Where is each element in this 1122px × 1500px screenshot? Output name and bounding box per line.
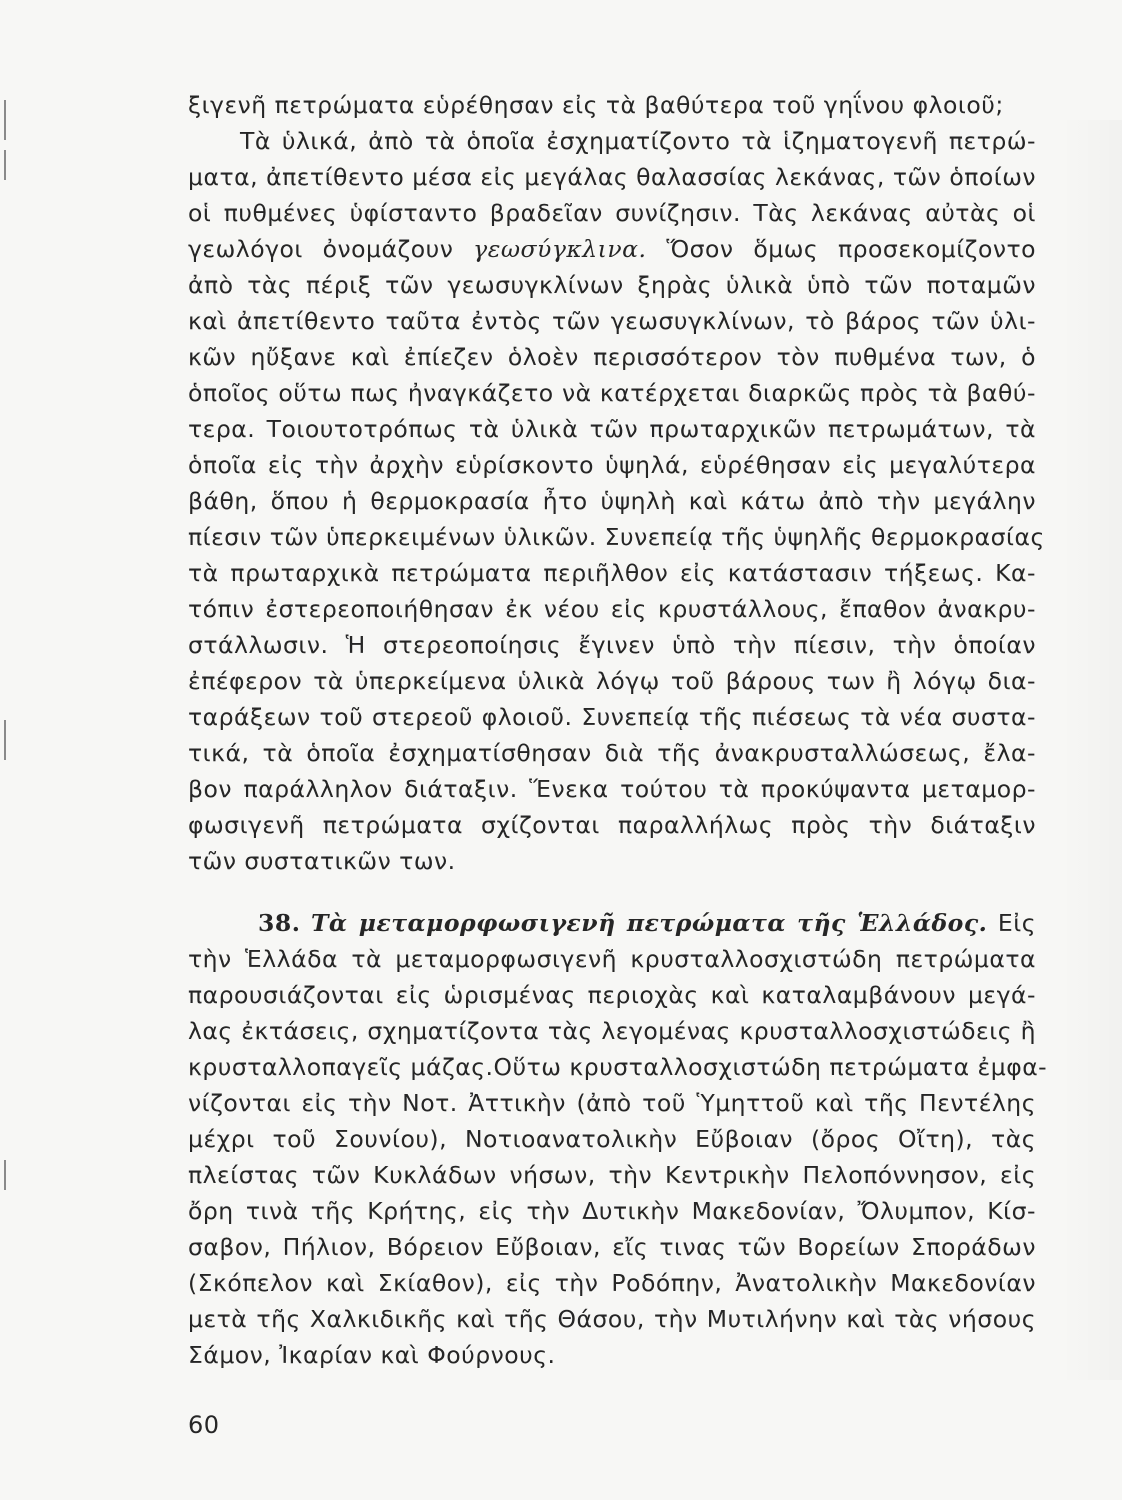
text-line: ταράξεων τοῦ στερεοῦ φλοιοῦ. Συνεπείᾳ τῆς πιέσεως τὰ νέα συστα- (188, 703, 1036, 731)
section-title: Τὰ μεταμορφωσιγενῆ πετρώματα τῆς Ἑλλάδος. (310, 909, 988, 937)
text-line: ξιγενῆ πετρώματα εὑρέθησαν εἰς τὰ βαθύτερα τοῦ γηΐνου φλοιοῦ; (188, 91, 1004, 119)
page-number: 60 (188, 1411, 220, 1439)
text-line: βάθη, ὅπου ἡ θερμοκρασία ἦτο ὑψηλὴ καὶ κάτω ἀπὸ τὴν μεγάλην (188, 487, 1036, 515)
text-line: φωσιγενῆ πετρώματα σχίζονται παραλλήλως πρὸς τὴν διάταξιν (188, 811, 1036, 839)
text-line: στάλλωσιν. Ἡ στερεοποίησις ἔγινεν ὑπὸ τὴν πίεσιν, τὴν ὁποίαν (188, 631, 1036, 659)
text-line: νίζονται εἰς τὴν Νοτ. Ἀττικὴν (ἀπὸ τοῦ Ὑμηττοῦ καὶ τῆς Πεντέλης (188, 1089, 1036, 1117)
text-line: τόπιν ἐστερεοποιήθησαν ἐκ νέου εἰς κρυστάλλους, ἔπαθον ἀνακρυ- (188, 595, 1036, 623)
text-line: κρυσταλλοπαγεῖς μάζας.Οὕτω κρυσταλλοσχιστώδη πετρώματα ἐμφα- (188, 1053, 1048, 1081)
text-line: τικά, τὰ ὁποῖα ἐσχηματίσθησαν διὰ τῆς ἀνακρυσταλλώσεως, ἔλα- (188, 739, 1036, 767)
text-line: ματα, ἀπετίθεντο μέσα εἰς μεγάλας θαλασσίας λεκάνας, τῶν ὁποίων (188, 163, 1036, 191)
text-line: καὶ ἀπετίθεντο ταῦτα ἐντὸς τῶν γεωσυγκλίνων, τὸ βάρος τῶν ὑλι- (188, 307, 1036, 335)
section-number: 38. (258, 909, 301, 937)
text-line: μετὰ τῆς Χαλκιδικῆς καὶ τῆς Θάσου, τὴν Μυτιλήνην καὶ τὰς νήσους (188, 1305, 1036, 1333)
italic-term: γεωσύγκλινα. (473, 235, 647, 263)
text-span: Ὅσον ὅμως προσεκομίζοντο (666, 235, 1036, 263)
scan-edge-mark (4, 720, 6, 760)
text-line: οἱ πυθμένες ὑφίσταντο βραδεῖαν συνίζησιν. Τὰς λεκάνας αὐτὰς οἱ (188, 199, 1036, 227)
text-span: Εἰς (997, 909, 1036, 937)
text-line: παρουσιάζονται εἰς ὡρισμένας περιοχὰς καὶ καταλαμβάνουν μεγά- (188, 981, 1036, 1009)
show-through-shadow (1062, 820, 1122, 1380)
text-line: βον παράλληλον διάταξιν. Ἕνεκα τούτου τὰ προκύψαντα μεταμορ- (188, 775, 1036, 803)
text-line: ὁποῖα εἰς τὴν ἀρχὴν εὑρίσκοντο ὑψηλά, εὑρέθησαν εἰς μεγαλύτερα (188, 451, 1036, 479)
text-line: τὰ πρωταρχικὰ πετρώματα περιῆλθον εἰς κατάστασιν τήξεως. Κα- (188, 559, 1036, 587)
scan-edge-mark (4, 1160, 6, 1190)
show-through-shadow (1062, 120, 1122, 820)
text-line: ἀπὸ τὰς πέριξ τῶν γεωσυγκλίνων ξηρὰς ὑλικὰ ὑπὸ τῶν ποταμῶν (188, 271, 1036, 299)
text-span: γεωλόγοι ὀνομάζουν (188, 235, 474, 263)
text-line: (Σκόπελον καὶ Σκίαθον), εἰς τὴν Ροδόπην, Ἀνατολικὴν Μακεδονίαν (188, 1269, 1036, 1297)
text-line (188, 232, 1036, 266)
text-line: σαβον, Πήλιον, Βόρειον Εὔβοιαν, εἴς τινας τῶν Βορείων Σποράδων (188, 1233, 1036, 1261)
text-line: κῶν ηὔξανε καὶ ἐπίεζεν ὁλοὲν περισσότερον τὸν πυθμένα των, ὁ (188, 343, 1036, 371)
text-line: μέχρι τοῦ Σουνίου), Νοτιοανατολικὴν Εὔβοιαν (ὄρος Οἴτη), τὰς (188, 1125, 1036, 1153)
text-line: πλείστας τῶν Κυκλάδων νήσων, τὴν Κεντρικὴν Πελοπόννησον, εἰς (188, 1161, 1036, 1189)
section-heading (258, 906, 1036, 940)
scan-edge-mark (4, 100, 6, 140)
text-line: τερα. Τοιουτοτρόπως τὰ ὑλικὰ τῶν πρωταρχικῶν πετρωμάτων, τὰ (188, 415, 1036, 443)
text-line: πίεσιν τῶν ὑπερκειμένων ὑλικῶν. Συνεπείᾳ τῆς ὑψηλῆς θερμοκρασίας (188, 523, 1045, 551)
text-line: τῶν συστατικῶν των. (188, 847, 456, 875)
scan-edge-mark (4, 150, 6, 180)
text-line: Τὰ ὑλικά, ἀπὸ τὰ ὁποῖα ἐσχηματίζοντο τὰ ἱζηματογενῆ πετρώ- (240, 127, 1036, 155)
text-line: ἐπέφερον τὰ ὑπερκείμενα ὑλικὰ λόγῳ τοῦ βάρους των ἢ λόγῳ δια- (188, 667, 1036, 695)
text-line: τὴν Ἑλλάδα τὰ μεταμορφωσιγενῆ κρυσταλλοσχιστώδη πετρώματα (188, 945, 1036, 973)
text-line: Σάμον, Ἰκαρίαν καὶ Φούρνους. (188, 1341, 556, 1369)
text-line: ὁποῖος οὕτω πως ἠναγκάζετο νὰ κατέρχεται διαρκῶς πρὸς τὰ βαθύ- (188, 379, 1036, 407)
text-line: ὄρη τινὰ τῆς Κρήτης, εἰς τὴν Δυτικὴν Μακεδονίαν, Ὄλυμπον, Κίσ- (188, 1197, 1036, 1225)
text-line: λας ἐκτάσεις, σχηματίζοντα τὰς λεγομένας κρυσταλλοσχιστώδεις ἢ (188, 1017, 1036, 1045)
